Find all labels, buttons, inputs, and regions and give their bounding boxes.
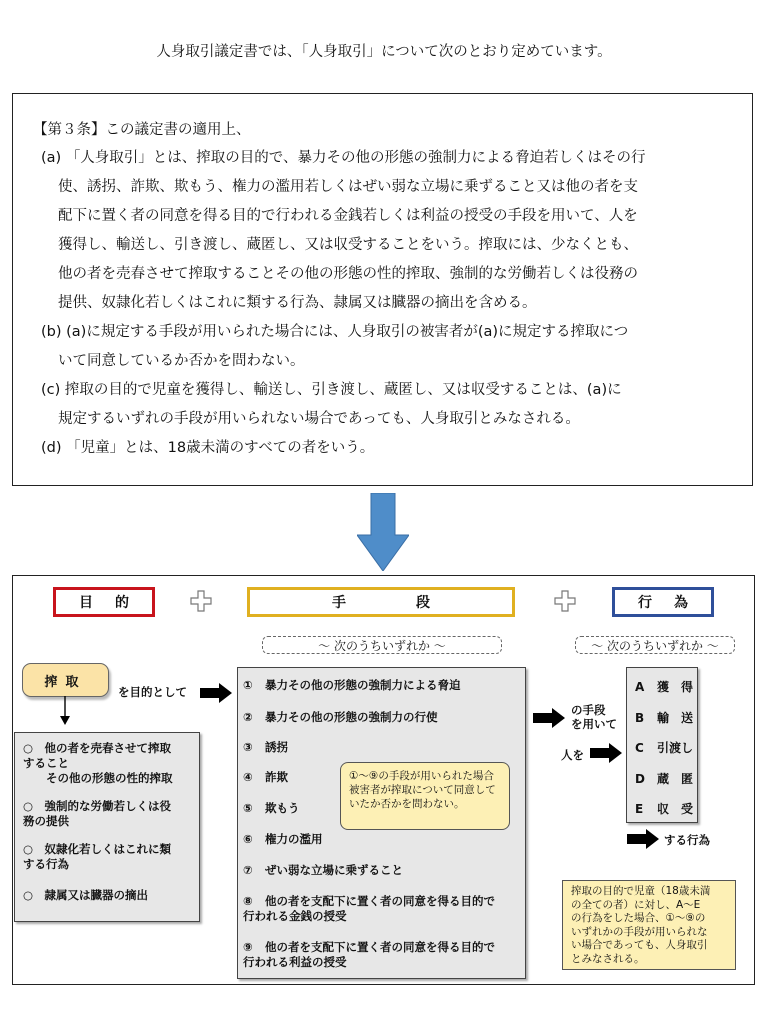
arrow-down-small-icon [59,696,71,726]
means-text: 暴力その他の形態の強制力の行使 [265,710,438,724]
purpose-item: ○ 奴隷化若しくはこれに類 する行為 [23,842,172,871]
paragraph-text: (a)に規定する手段が用いられた場合には、人身取引の被害者が(a)に規定する搾取につ [66,324,629,340]
exploitation-pill: 搾取 [22,663,109,697]
means-number: ⑨ [243,940,253,954]
means-number: ① [243,678,253,692]
purpose-item: ○ 強制的な労働若しくは役 務の提供 [23,799,172,828]
paragraph-text: 「人身取引」とは、搾取の目的で、暴力その他の形態の強制力による脅迫若しくはその行 [65,150,646,166]
article-line [41,173,741,202]
means-text: 他の者を支配下に置く者の同意を得る目的で 行われる利益の授受 [243,940,495,969]
act-letter: B [635,710,645,725]
for-purpose-label: を目的として [118,685,187,699]
article-3-box [12,93,753,486]
paragraph-text: 使、誘拐、詐欺、欺もう、権力の濫用若しくはぜい弱な立場に乗ずること又は他の者を支 [58,179,638,195]
paragraph-text: 他の者を売春させて搾取することその他の形態の性的搾取、強制的な労働若しくは役務の [58,266,638,282]
purpose-item: ○ 隷属又は臓器の摘出 [23,888,149,902]
act-letter: A [635,680,645,694]
purpose-list [14,732,200,922]
article-line [41,289,741,318]
means-item [243,740,525,755]
means-number: ③ [243,740,253,754]
acts-header [612,587,714,617]
means-number: ⑧ [243,894,253,908]
means-text: 他の者を支配下に置く者の同意を得る目的で 行われる金銭の授受 [243,894,495,923]
act-text: 引渡し [657,741,694,755]
paragraph-text: 獲得し、輸送し、引き渡し、蔵匿し、又は収受することをいう。搾取には、少なくとも、 [58,237,638,253]
means-number: ⑤ [243,801,253,815]
acts-header-label: 行為 [638,595,710,611]
means-text: 暴力その他の形態の強制力による脅迫 [265,678,461,692]
means-text: 欺もう [265,801,300,815]
means-item [243,863,525,878]
article-line [41,144,741,173]
article-line [41,318,741,347]
means-number: ② [243,710,253,724]
act-item [635,678,693,695]
intro-text: 人身取引議定書では、「人身取引」について次のとおり定めています。 [156,44,612,60]
means-header-label: 手段 [332,595,500,611]
using-means-label: の手段 を用いて [571,703,617,731]
child-note: 搾取の目的で児童（18歳未満 の全ての者）に対し、A～E の行為をした場合、①～⑨の いずれかの手段が用いられな い場合であっても、人身取引 とみなされる。 [562,880,736,970]
paragraph-text: 規定するいずれの手段が用いられない場合であっても、人身取引とみなされる。 [58,411,580,427]
plus-icon-2 [554,590,576,612]
means-item [243,678,525,693]
arrow-right-icon-3 [590,743,622,763]
paragraph-text: 提供、奴隷化若しくはこれに類する行為、隷属又は臓器の摘出を含める。 [58,295,537,311]
means-text: 詐欺 [265,770,288,784]
article-line [41,405,741,434]
acts-any-of-note: ～ 次のうちいずれか ～ [575,636,735,654]
paragraph-marker: (d) [41,440,67,456]
act-item [635,800,693,817]
article-paragraph [41,434,741,463]
article-heading: 【第３条】この議定書の適用上、 [33,122,251,138]
paragraph-text: 配下に置く者の同意を得る目的で行われる金銭若しくは利益の授受の手段を用いて、人を [58,208,638,224]
means-item [243,832,525,847]
purpose-header-label: 目的 [79,595,151,611]
paragraph-marker: (c) [41,382,65,398]
article-line [41,376,741,405]
purpose-item: ○ 他の者を売春させて搾取 すること その他の形態の性的搾取 [23,741,173,785]
arrow-right-icon-4 [627,829,659,849]
act-item [635,739,693,756]
article-paragraph [41,376,741,434]
means-number: ④ [243,770,253,784]
means-item [243,710,525,725]
paragraph-text: 「児童」とは、18歳未満のすべての者をいう。 [66,440,375,456]
person-label: 人を [561,748,584,762]
act-item [635,770,693,787]
act-item [635,709,693,726]
act-suffix-label: する行為 [664,833,710,847]
means-number: ⑥ [243,832,253,846]
paragraph-text: いて同意しているか否かを問わない。 [58,353,305,369]
act-text: 輸 送 [657,710,694,725]
article-line [41,434,741,463]
act-letter: C [635,741,644,755]
act-text: 獲 得 [657,680,694,694]
act-text: 蔵 匿 [657,771,694,786]
acts-list [626,667,698,823]
means-number: ⑦ [243,863,253,877]
down-arrow-icon [357,493,409,571]
paragraph-marker: (a) [41,150,66,166]
article-paragraph [41,318,741,376]
arrow-right-icon-2 [533,708,565,728]
means-any-of-note: ～ 次のうちいずれか ～ [262,636,502,654]
arrow-right-icon [200,683,232,703]
article-line [41,347,741,376]
act-text: 収 受 [657,802,694,816]
means-item [243,894,525,924]
act-letter: E [635,802,644,816]
article-line [41,202,741,231]
means-text: 権力の濫用 [265,832,323,846]
article-line [41,231,741,260]
means-text: 誘拐 [265,740,288,754]
means-header [247,587,515,617]
purpose-header [53,587,155,617]
plus-icon [190,590,212,612]
means-item [243,940,525,970]
means-consent-note: ①～⑨の手段が用いられた場合 被害者が搾取について同意して いたか否かを問わない。 [340,762,510,830]
act-letter: D [635,771,645,786]
paragraph-text: 搾取の目的で児童を獲得し、輸送し、引き渡し、蔵匿し、又は収受することは、(a)に [64,382,622,398]
paragraph-marker: (b) [41,324,67,340]
means-text: ぜい弱な立場に乗ずること [265,863,403,877]
article-line [41,260,741,289]
article-paragraph [41,144,741,318]
